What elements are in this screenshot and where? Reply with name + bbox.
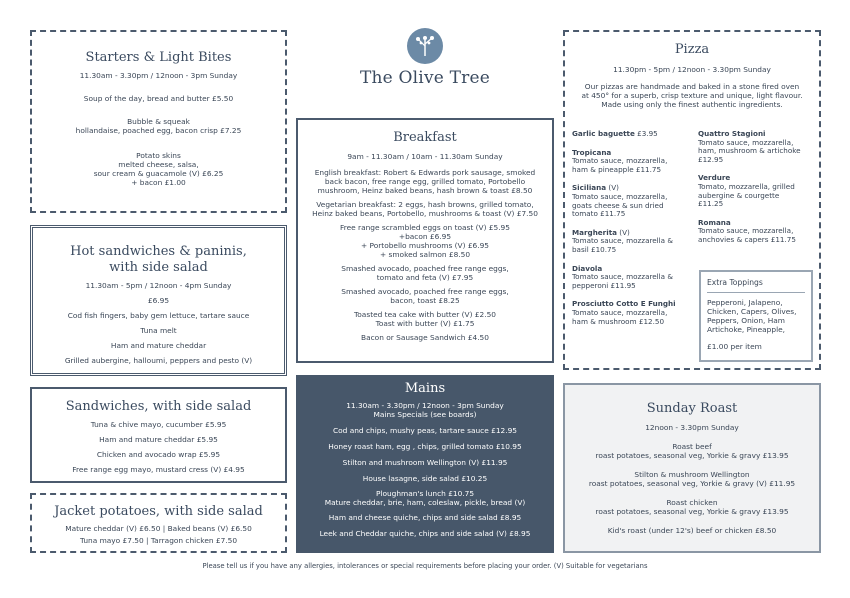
pizza-item [572,184,694,218]
menu-item: Cod and chips, mushy peas, tartare sauce £12.95 [332,426,518,435]
menu-item: Ploughman's lunch £10.75 Mature cheddar, brie, ham, coleslaw, pickle, bread (V) [324,489,526,507]
pizza-name: Verdure [698,173,731,183]
pizza-hours: 11.30pm - 5pm / 12noon - 3.30pm Sunday [613,65,771,74]
pizza-desc: Tomato sauce, mozzarella & pepperoni £11.95 [572,272,673,290]
menu-item: Tuna & chive mayo, cucumber £5.95 [90,420,227,429]
menu-item: Bubble & squeak hollandaise, poached egg, bacon crisp £7.25 [75,117,242,135]
menu-item: Honey roast ham, egg , chips, grilled tomato £10.95 [328,442,522,451]
menu-item: Cod fish fingers, baby gem lettuce, tartare sauce [67,311,250,320]
pizza-desc: Tomato sauce, mozzarella, anchovies & capers £11.75 [698,226,796,244]
pizza-list-right [698,130,816,255]
menu-item: Vegetarian breakfast: 2 eggs, hash browns, grilled tomato, Heinz baked beans, Portobello, mushrooms & toast (V) £7.50 [312,200,538,218]
menu-item: Bacon or Sausage Sandwich £4.50 [361,333,489,342]
pizza-desc: Tomato sauce, mozzarella, ham & pineapple £11.75 [572,156,668,174]
menu-item: Kid's roast (under 12's) beef or chicken £8.50 [607,526,777,535]
menu-item: Ham and mature cheddar [110,341,207,350]
menu-item: Soup of the day, bread and butter £5.50 [83,94,234,103]
menu-item: Leek and Cheddar quiche, chips and side salad (V) £8.95 [319,529,531,538]
menu-item: Stilton & mushroom Wellington roast potatoes, seasonal veg, Yorkie & gravy (V) £11.95 [588,470,796,488]
pizza-name: Tropicana [572,147,612,157]
pizza-name: Garlic baguette [572,129,635,138]
mains-title: Mains [404,381,446,396]
breakfast-hours: 9am - 11.30am / 10am - 11.30am Sunday [347,152,503,161]
pizza-desc: £3.95 [637,129,658,138]
pizza-name: Diavola [572,263,603,273]
pizza-name: Quattro Stagioni [698,129,766,138]
starters-title: Starters & Light Bites [85,50,232,65]
menu-item: Free range scrambled eggs on toast (V) £5.95 +bacon £6.95 + Portobello mushrooms (V) £6.95 + smoked salmon £8.50 [340,223,510,259]
mains-section [296,375,554,553]
pizza-desc: Tomato sauce, mozzarella, ham, mushroom & artichoke £12.95 [698,137,801,164]
pizza-desc: Tomato, mozzarella, grilled aubergine & courgette £11.25 [698,181,795,209]
menu-item: Free range egg mayo, mustard cress (V) £4.95 [72,465,245,474]
menu-item: English breakfast: Robert & Edwards pork sausage, smoked back bacon, free range egg, grilled tomato, Portobello mushroom, Heinz baked beans, hash brown & toast £8.50 [314,168,536,195]
menu-item: Roast chicken roast potatoes, seasonal veg, Yorkie & gravy £13.95 [595,498,789,516]
hot-sandwiches-section [30,225,287,376]
breakfast-title: Breakfast [393,130,457,145]
menu-item: Smashed avocado, poached free range eggs, tomato and feta (V) £7.95 [341,264,509,282]
pizza-item [698,130,816,164]
pizza-item [572,229,694,255]
menu-item: Tuna melt [140,326,177,335]
sunday-roast-section [563,383,821,553]
pizza-item [698,219,816,245]
breakfast-section [296,118,554,363]
extra-toppings-title: Extra Toppings [707,278,763,287]
sandwiches-title: Sandwiches, with side salad [65,399,252,414]
menu-item: Tuna mayo £7.50 | Tarragon chicken £7.50 [79,536,238,545]
pizza-intro: Our pizzas are handmade and baked in a stone fired oven at 450° for a superb, crisp texture and unique, light flavour. Made using only the finest authentic ingredients. [581,82,803,109]
allergy-notice: Please tell us if you have any allergies, intolerances or special requirements before placing your order. (V) Suitable for vegetarians [202,562,648,570]
pizza-name: Margherita [572,227,617,237]
pizza-desc: (V) Tomato sauce, mozzarella, goats cheese & sun dried tomato £11.75 [572,183,668,219]
starters-section [30,30,287,213]
menu-item: Grilled aubergine, halloumi, peppers and pesto (V) [64,356,253,365]
pizza-item [572,265,694,291]
pizza-desc: Tomato sauce, mozzarella, ham & mushroom £12.50 [572,307,668,326]
menu-item: House lasagne, side salad £10.25 [362,474,488,483]
olive-tree-icon [407,28,443,64]
extra-toppings-list: Pepperoni, Jalapeno, Chicken, Capers, Olives, Peppers, Onion, Ham Artichoke, Pineapple, [707,298,797,334]
menu-item: Ham and cheese quiche, chips and side salad £8.95 [328,513,522,522]
pizza-title: Pizza [674,42,710,57]
menu-item: Mature cheddar (V) £6.50 | Baked beans (V) £6.50 [65,524,252,533]
hot-sandwiches-title: Hot sandwiches & paninis, with side salad [70,244,247,275]
extra-toppings-price: £1.00 per item [707,342,762,351]
logo [350,28,500,88]
menu-item: Ham and mature cheddar £5.95 [99,435,218,444]
pizza-item [698,174,816,208]
hot-sandwiches-hours: 11.30am - 5pm / 12noon - 4pm Sunday [85,281,232,290]
sunday-roast-title: Sunday Roast [646,401,738,416]
pizza-item [572,300,694,326]
pizza-name: Siciliana [572,183,607,193]
menu-item: Chicken and avocado wrap £5.95 [96,450,221,459]
pizza-list-left [572,130,694,336]
starters-hours: 11.30am - 3.30pm / 12noon - 3pm Sunday [79,71,238,80]
menu-item: Smashed avocado, poached free range eggs, bacon, toast £8.25 [341,287,509,305]
sunday-roast-hours: 12noon - 3.30pm Sunday [645,423,739,432]
sandwiches-section [30,387,287,483]
hot-sandwiches-price: £6.95 [147,296,170,305]
jacket-potatoes-section [30,493,287,553]
extra-toppings-box [699,270,813,362]
pizza-name: Romana [698,217,731,227]
menu-item: Stilton and mushroom Wellington (V) £11.95 [342,458,508,467]
jacket-potatoes-title: Jacket potatoes, with side salad [54,504,263,519]
pizza-name: Prosciutto Cotto E Funghi [572,299,676,309]
menu-item: Potato skins melted cheese, salsa, sour cream & guacamole (V) £6.25 + bacon £1.00 [93,151,224,187]
mains-hours: 11.30am - 3.30pm / 12noon - 3pm Sunday Mains Specials (see boards) [346,401,504,419]
pizza-item [572,149,694,175]
divider [707,292,805,293]
restaurant-name: The Olive Tree [359,68,491,88]
menu-item: Toasted tea cake with butter (V) £2.50 Toast with butter (V) £1.75 [354,310,496,328]
menu-item: Roast beef roast potatoes, seasonal veg, Yorkie & gravy £13.95 [595,442,789,460]
pizza-item [572,130,694,139]
pizza-desc: (V) Tomato sauce, mozzarella & basil £10.75 [572,227,673,254]
